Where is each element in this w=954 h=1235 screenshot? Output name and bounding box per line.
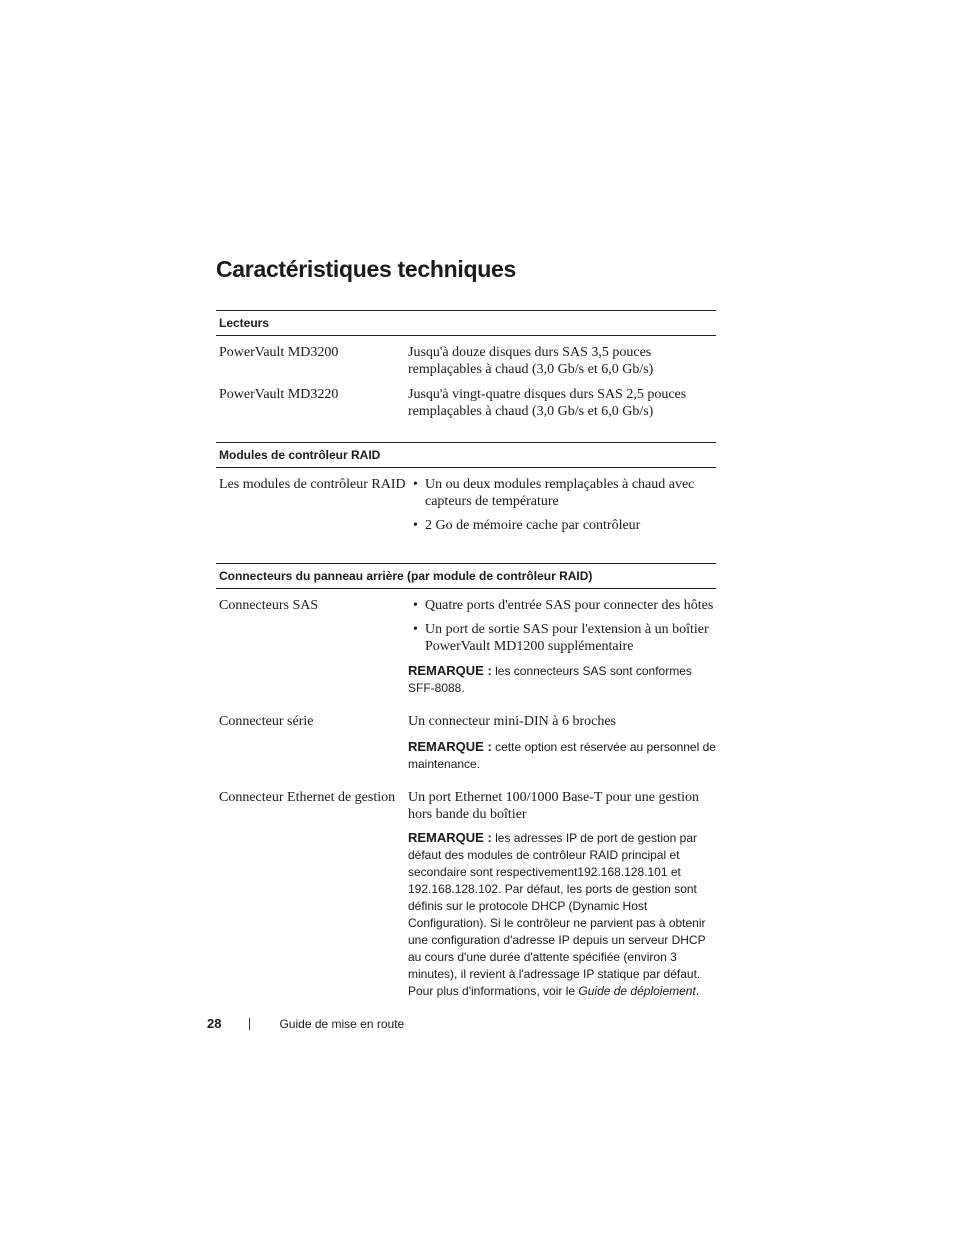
list-item-text: Un ou deux modules remplaçables à chaud avec capteurs de température bbox=[425, 477, 695, 509]
table-row bbox=[216, 386, 716, 420]
table-row bbox=[216, 789, 716, 1008]
note-label: REMARQUE : bbox=[408, 663, 492, 678]
section-raid bbox=[216, 468, 716, 563]
spec-table bbox=[216, 310, 716, 1030]
row-label: PowerVault MD3220 bbox=[219, 387, 339, 402]
row-label: Connecteurs SAS bbox=[219, 598, 319, 613]
row-label: PowerVault MD3200 bbox=[219, 345, 339, 360]
list-item bbox=[408, 597, 716, 614]
note-text: les connecteurs SAS sont conformes SFF-8088. bbox=[408, 664, 692, 695]
section-header-connectors: Connecteurs du panneau arrière (par module de contrôleur RAID) bbox=[216, 563, 716, 589]
list-item-text: Un port de sortie SAS pour l'extension à un boîtier PowerVault MD1200 supplémentaire bbox=[425, 622, 709, 654]
page-footer bbox=[207, 1016, 404, 1031]
row-label: Les modules de contrôleur RAID bbox=[219, 477, 406, 492]
note-text: cette option est réservée au personnel de maintenance. bbox=[408, 740, 716, 771]
guide-reference: Guide de déploiement bbox=[578, 984, 696, 998]
bullet-icon: • bbox=[413, 477, 418, 492]
bullet-icon: • bbox=[413, 622, 418, 637]
bullet-list bbox=[408, 476, 716, 534]
row-value bbox=[408, 597, 716, 705]
note bbox=[408, 829, 716, 1000]
note-label: REMARQUE : bbox=[408, 739, 492, 754]
table-row bbox=[216, 476, 716, 541]
footer-divider bbox=[249, 1018, 250, 1030]
row-value bbox=[408, 476, 716, 541]
note bbox=[408, 662, 716, 697]
row-label: Connecteur Ethernet de gestion bbox=[219, 790, 396, 805]
table-row bbox=[216, 344, 716, 378]
row-value: Jusqu'à vingt-quatre disques durs SAS 2,5 pouces remplaçables à chaud (3,0 Gb/s et 6,0 Gb/s) bbox=[408, 387, 687, 419]
row-value-text: Un port Ethernet 100/1000 Base-T pour une gestion hors bande du boîtier bbox=[408, 790, 699, 822]
row-value bbox=[408, 713, 716, 781]
footer-doc-title: Guide de mise en route bbox=[279, 1016, 405, 1031]
bullet-icon: • bbox=[413, 518, 418, 533]
list-item bbox=[408, 517, 716, 534]
table-row bbox=[216, 597, 716, 705]
row-value: Jusqu'à douze disques durs SAS 3,5 pouces remplaçables à chaud (3,0 Gb/s et 6,0 Gb/s) bbox=[408, 345, 654, 377]
note-end: . bbox=[695, 984, 700, 998]
bullet-icon: • bbox=[413, 598, 418, 613]
list-item bbox=[408, 621, 716, 655]
note bbox=[408, 738, 716, 773]
section-header-raid: Modules de contrôleur RAID bbox=[216, 442, 716, 468]
table-row bbox=[216, 713, 716, 781]
row-label: Connecteur série bbox=[219, 714, 314, 729]
note-label: REMARQUE : bbox=[408, 830, 492, 845]
list-item-text: Quatre ports d'entrée SAS pour connecter des hôtes bbox=[425, 598, 714, 613]
page-number: 28 bbox=[207, 1016, 222, 1031]
note-text: les adresses IP de port de gestion par défaut des modules de contrôleur RAID principal et secondaire sont respectivement192.168.128.101 et 192.168.128.102. Par défaut, les ports de gestion sont définis sur le protocole DHCP (Dynamic Host Configuration). Si le contrôleur ne parvient pas à obtenir une configuration d'adresse IP depuis un serveur DHCP au cours d'une durée d'attente spécifiée (environ 3 minutes), il revient à l'adressage IP statique par défaut. Pour plus d'informations, voir le bbox=[408, 831, 706, 998]
row-value bbox=[408, 789, 716, 1008]
section-connectors bbox=[216, 589, 716, 1030]
list-item-text: 2 Go de mémoire cache par contrôleur bbox=[425, 518, 641, 533]
bullet-list bbox=[408, 597, 716, 655]
row-value-text: Un connecteur mini-DIN à 6 broches bbox=[408, 714, 616, 729]
page-title: Caractéristiques techniques bbox=[216, 256, 516, 282]
section-header-drives: Lecteurs bbox=[216, 310, 716, 336]
list-item bbox=[408, 476, 716, 510]
section-drives bbox=[216, 336, 716, 442]
